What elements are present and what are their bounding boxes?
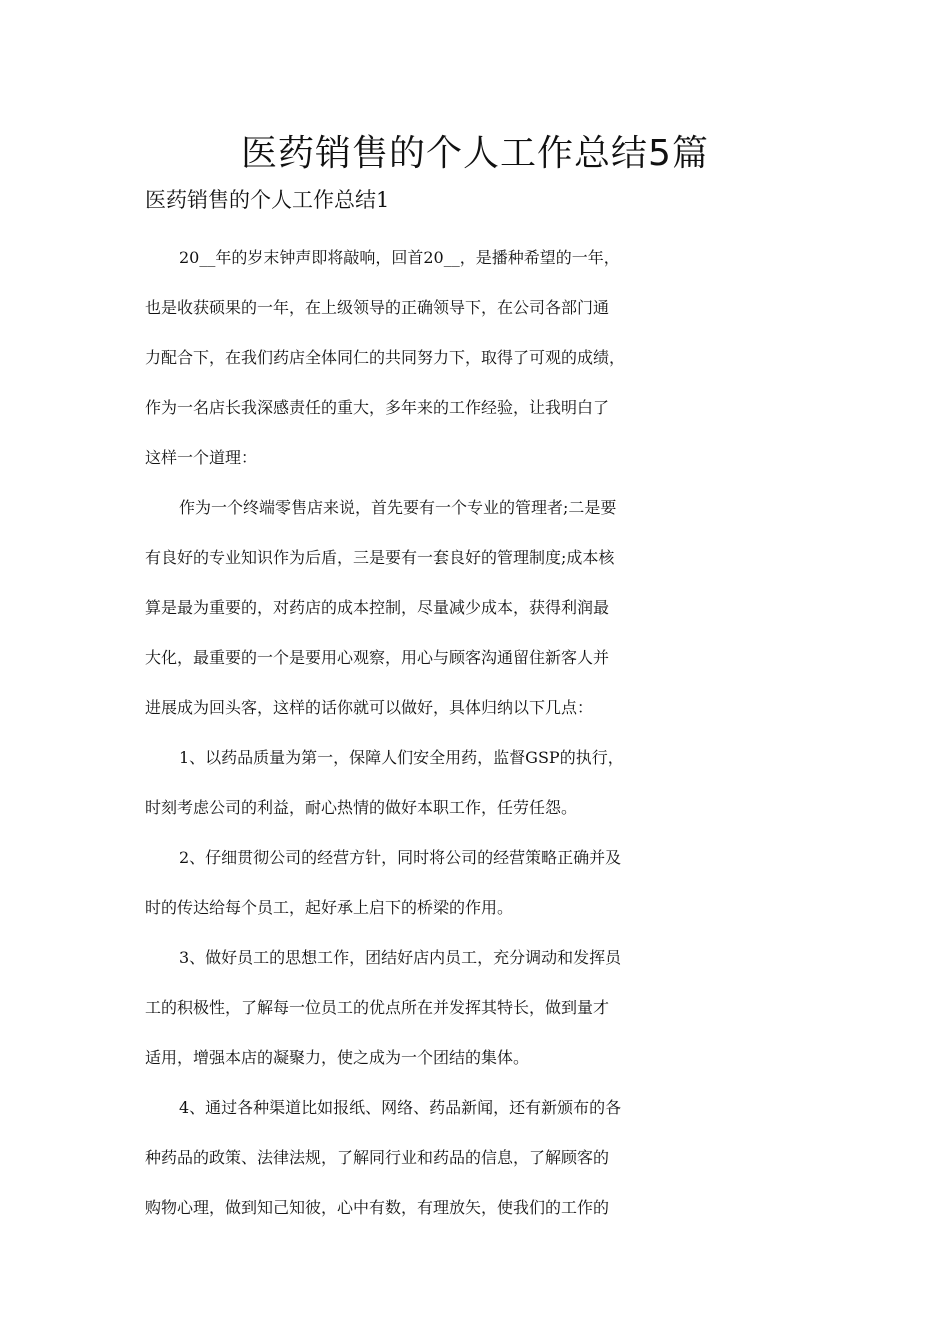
text-line: 2、仔细贯彻公司的经营方针，同时将公司的经营策略正确并及 <box>179 848 622 867</box>
text-line: 种药品的政策、法律法规，了解同行业和药品的信息，了解顾客的 <box>145 1148 610 1167</box>
text-line: 3、做好员工的思想工作，团结好店内员工，充分调动和发挥员 <box>179 948 622 967</box>
text-line: 作为一名店长我深感责任的重大，多年来的工作经验，让我明白了 <box>145 398 610 417</box>
text-line: 作为一个终端零售店来说，首先要有一个专业的管理者;二是要 <box>179 498 617 517</box>
text-line: 进展成为回头客，这样的话你就可以做好，具体归纳以下几点： <box>145 698 594 717</box>
text-line: 算是最为重要的，对药店的成本控制，尽量减少成本，获得利润最 <box>145 598 610 617</box>
text-line: 适用，增强本店的凝聚力，使之成为一个团结的集体。 <box>145 1048 530 1067</box>
text-line: 时的传达给每个员工，起好承上启下的桥梁的作用。 <box>145 898 514 917</box>
text-line: 工的积极性，了解每一位员工的优点所在并发挥其特长，做到量才 <box>145 998 610 1017</box>
text-line: 力配合下，在我们药店全体同仁的共同努力下，取得了可观的成绩， <box>145 348 626 367</box>
section-heading: 医药销售的个人工作总结1 <box>145 188 390 212</box>
text-line: 这样一个道理： <box>145 448 258 467</box>
text-line: 20__年的岁末钟声即将敲响，回首20__，是播种希望的一年， <box>179 248 620 267</box>
document-title: 医药销售的个人工作总结5篇 <box>241 133 709 174</box>
text-line: 也是收获硕果的一年，在上级领导的正确领导下，在公司各部门通 <box>145 298 610 317</box>
text-line: 4、通过各种渠道比如报纸、网络、药品新闻，还有新颁布的各 <box>179 1098 622 1117</box>
text-line: 有良好的专业知识作为后盾，三是要有一套良好的管理制度;成本核 <box>145 548 615 567</box>
text-line: 1、以药品质量为第一，保障人们安全用药，监督GSP的执行， <box>179 748 624 767</box>
text-line: 大化，最重要的一个是要用心观察，用心与顾客沟通留住新客人并 <box>145 648 610 667</box>
text-line: 时刻考虑公司的利益，耐心热情的做好本职工作，任劳任怨。 <box>145 798 578 817</box>
text-line: 购物心理，做到知己知彼，心中有数，有理放矢，使我们的工作的 <box>145 1198 610 1217</box>
body-text <box>145 233 817 1233</box>
